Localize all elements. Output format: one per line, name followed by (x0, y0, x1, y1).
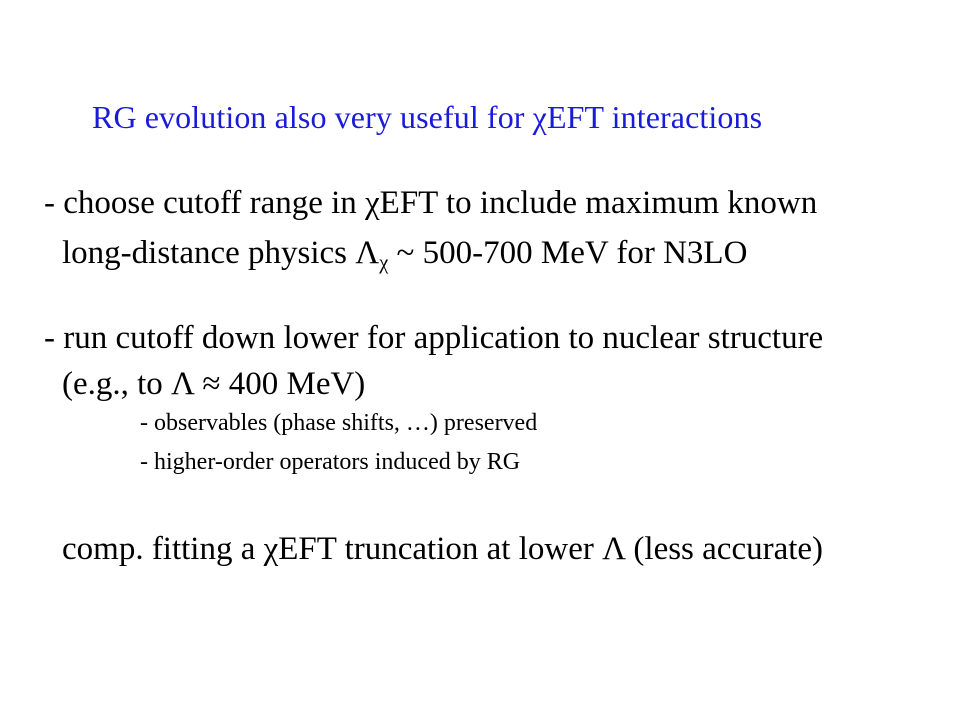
slide-title: RG evolution also very useful for χEFT interactions (92, 99, 763, 135)
sub-bullet-observables: - observables (phase shifts, …) preserved (140, 410, 538, 436)
bullet-cutoff-range-line2 (62, 235, 748, 274)
bullet-cutoff-range-line2-start: long-distance physics Λ (62, 235, 380, 271)
lambda-subscript-chi: χ (379, 251, 389, 274)
comparison-note: comp. fitting a χEFT truncation at lower Λ (less accurate) (62, 531, 824, 567)
bullet-run-cutoff-line2: (e.g., to Λ ≈ 400 MeV) (62, 366, 366, 402)
bullet-run-cutoff-line1: - run cutoff down lower for application to nuclear structure (44, 320, 824, 356)
bullet-cutoff-range-line2-end: ~ 500-700 MeV for N3LO (388, 235, 748, 271)
sub-bullet-operators: - higher-order operators induced by RG (140, 449, 521, 475)
bullet-cutoff-range-line1: - choose cutoff range in χEFT to include maximum known (44, 185, 818, 221)
